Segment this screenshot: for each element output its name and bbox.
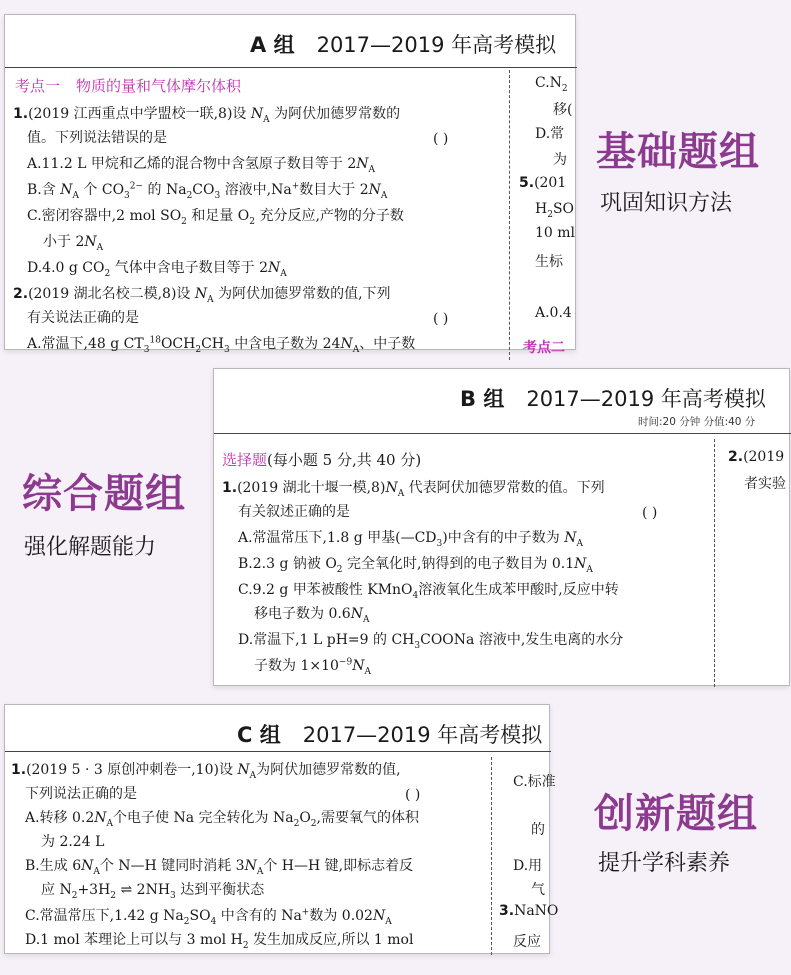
option-c-cont: 移电子数为 $0.6N_A$: [254, 606, 370, 625]
label-innovation-subtitle: 提升学科素养: [598, 851, 731, 876]
option-b-cont: 应 $N_2+3H_2$ ⇌ $2NH_3$ 达到平衡状态: [41, 882, 265, 901]
right-col-fragment: 的: [531, 822, 545, 838]
option-b: B.含 $N_A$ 个 $CO_3^{2-}$ 的 $Na_2CO_3$ 溶液中,Na+数目大于 $2N_A$: [27, 181, 388, 201]
answer-paren: ( ): [642, 505, 658, 521]
right-col-fragment: 移(: [553, 102, 573, 118]
right-col-fragment: 气: [531, 882, 545, 898]
option-c-cont: 小于 $2N_A$: [43, 234, 104, 253]
question-2-line2: 有关说法正确的是: [27, 310, 139, 326]
option-a: A.常温下,48 g $CT_3^{18}OCH_2CH_3$ 中含电子数为 $24N_A$、中子数: [27, 335, 416, 355]
right-col-fragment: D.常: [535, 126, 565, 142]
card-b-title: B 组 2017—2019 年高考模拟: [460, 387, 766, 411]
title-rule: [5, 751, 551, 752]
card-a: [4, 14, 576, 356]
column-divider: [491, 757, 492, 955]
label-comprehensive-group: 综合题组: [22, 471, 186, 517]
label-comprehensive-subtitle: 强化解题能力: [24, 535, 157, 560]
right-col-fragment: 3.NaNO: [499, 903, 559, 919]
option-a: A.11.2 L 甲烷和乙烯的混合物中含氢原子数目等于 $2N_A$: [27, 156, 376, 175]
option-d-cont: 子数为 $1\times 10^{-9}N_A$: [254, 657, 371, 677]
right-col-topic: 考点二: [523, 340, 565, 356]
question-1-line2: 有关叙述正确的是: [238, 504, 350, 520]
right-col-fragment: $C.N_2$: [535, 75, 568, 94]
option-d: D.4.0 g $CO_2$ 气体中含电子数目等于 $2N_A$: [27, 260, 287, 279]
right-col-fragment: D.用: [513, 858, 543, 874]
option-a: A.常温常压下,1.8 g 甲基$(—CD_3)$中含有的中子数为 $N_A$: [238, 530, 583, 549]
answer-paren: ( ): [433, 131, 449, 147]
question-1-line2: 值。下列说法错误的是: [27, 130, 167, 146]
answer-paren: ( ): [405, 787, 421, 803]
question-1-line1: 1.(2019 江西重点中学盟校一联,8)设 $N_A$ 为阿伏加德罗常数的: [13, 106, 401, 125]
card-c-title: C 组 2017—2019 年高考模拟: [237, 723, 543, 747]
right-col-fragment: 者实验: [744, 476, 786, 492]
card-a-title: A 组 2017—2019 年高考模拟: [250, 33, 557, 57]
option-c: C.常温常压下,1.42 g $Na_2SO_4$ 中含有的 Na+数为 $0.02N_A$: [25, 907, 392, 927]
option-d: D.常温下,1 L pH=9 的 $CH_3COONa$ 溶液中,发生电离的水分: [238, 632, 624, 651]
right-col-fragment: C.标准: [513, 774, 556, 790]
question-2-line1: 2.(2019 湖北名校二模,8)设 $N_A$ 为阿伏加德罗常数的值,下列: [13, 286, 391, 305]
right-col-fragment: 5.(201: [519, 175, 567, 191]
option-a-cont: 为 2.24 L: [41, 834, 105, 850]
title-rule: [5, 67, 577, 68]
question-1-line1: 1.(2019 5 · 3 原创冲刺卷一,10)设 $N_A$为阿伏加德罗常数的值,: [11, 762, 401, 781]
right-col-fragment: 反应: [513, 934, 541, 950]
right-col-fragment: $H_2SO$: [535, 201, 575, 220]
label-basic-subtitle: 巩固知识方法: [600, 191, 733, 216]
option-a: A.转移 $0.2N_A$个电子使 Na 完全转化为 $Na_2O_2$,需要氧气的体积: [25, 810, 419, 829]
card-c: [4, 704, 559, 954]
option-c: C.密闭容器中,2 mol $SO_2$ 和足量 $O_2$ 充分反应,产物的分子数: [27, 208, 404, 227]
column-divider: [714, 439, 715, 687]
option-b: B.生成 $6N_A$个 N—H 键同时消耗 $3N_A$个 H—H 键,即标志着反: [25, 858, 414, 877]
right-col-fragment: 10 ml: [535, 225, 576, 241]
title-rule: [214, 433, 791, 434]
right-col-fragment: A.0.4: [535, 305, 572, 321]
right-col-fragment: 生标: [535, 254, 563, 270]
section-heading: 选择题(每小题 5 分,共 40 分): [222, 451, 422, 469]
answer-paren: ( ): [433, 311, 449, 327]
card-b: [213, 368, 790, 686]
question-1-line2: 下列说法正确的是: [25, 786, 137, 802]
option-b: B.2.3 g 钠被 $O_2$ 完全氧化时,钠得到的电子数目为 $0.1N_A$: [238, 556, 593, 575]
option-c: C.9.2 g 甲苯被酸性 KMnO$_4$溶液氧化生成苯甲酸时,反应中转: [238, 582, 619, 601]
label-innovation-group: 创新题组: [594, 791, 758, 837]
right-col-fragment: 为: [553, 152, 567, 168]
question-1-line1: 1.(2019 湖北十堰一模$,8)N_A$ 代表阿伏加德罗常数的值。下列: [222, 480, 605, 499]
label-basic-group: 基础题组: [596, 129, 760, 175]
column-divider: [509, 70, 510, 360]
topic-heading: 考点一 物质的量和气体摩尔体积: [15, 77, 242, 95]
option-d: D.1 mol 苯理论上可以与 3 mol $H_2$ 发生加成反应,所以 1 mol: [25, 932, 414, 951]
right-col-fragment: 2.(2019: [728, 449, 785, 465]
time-score-meta: 时间:20 分钟 分值:40 分: [638, 416, 756, 428]
